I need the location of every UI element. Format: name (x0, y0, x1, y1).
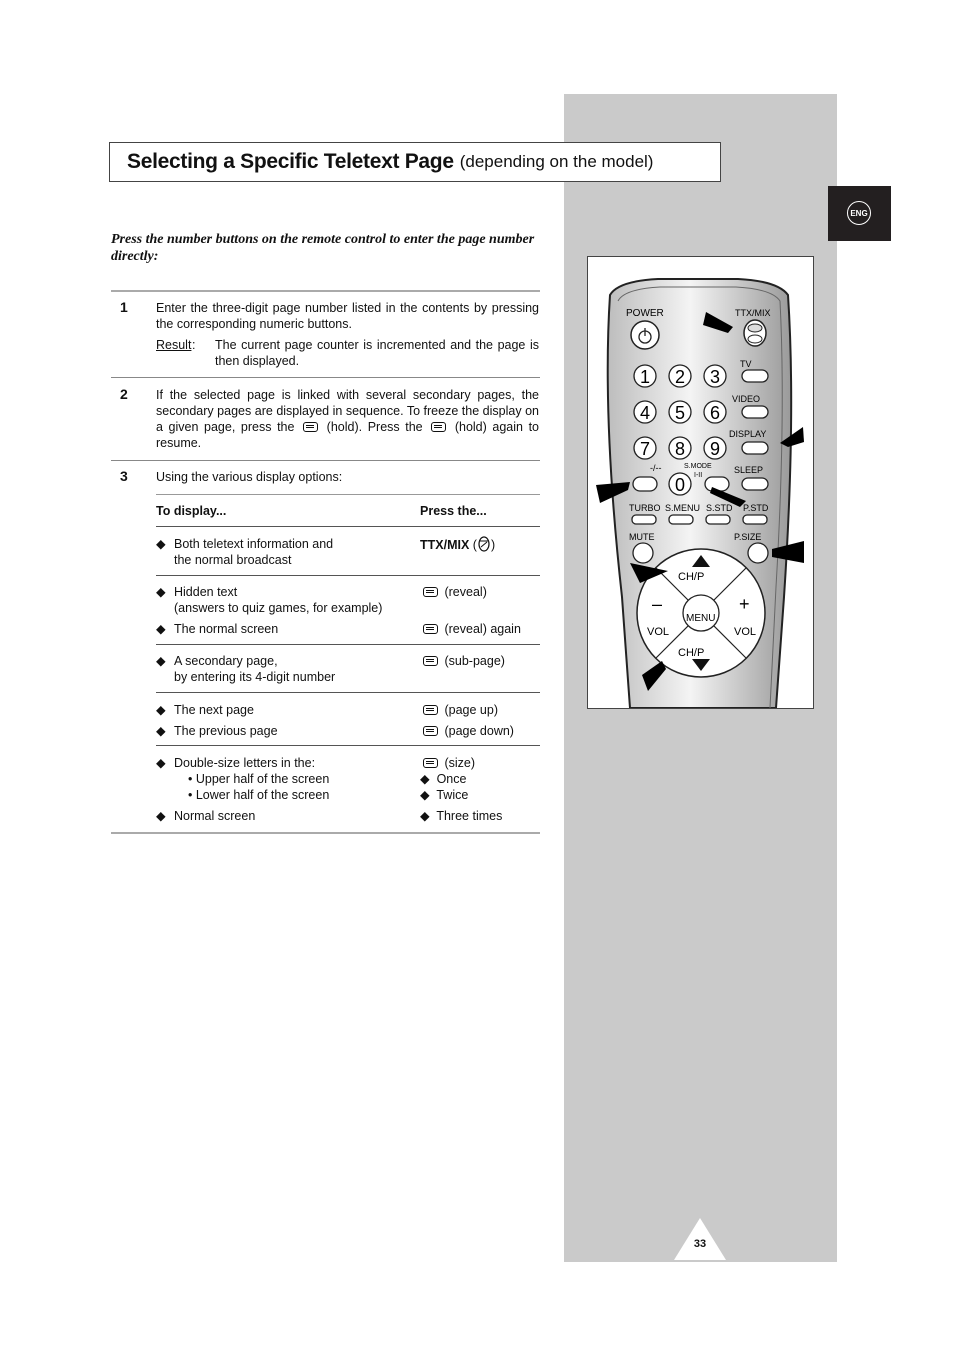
digit-button[interactable] (669, 473, 691, 495)
table-row-4b-item: The previous page (174, 724, 278, 738)
rule-row-1 (156, 575, 540, 576)
tv-button[interactable] (742, 370, 768, 382)
table-row-4-key: (page up) (420, 702, 498, 718)
table-row-5-key-3: ◆ Three times (420, 809, 503, 823)
rule-step-1 (111, 377, 540, 378)
diamond-bullet: ◆ (156, 724, 166, 738)
digit-4-label: 4 (639, 403, 651, 423)
diamond-bullet: ◆ (156, 537, 166, 551)
page-title: Selecting a Specific Teletext Page (127, 150, 454, 173)
table-row-5-sub-2: • Lower half of the screen (188, 788, 330, 802)
digit-button[interactable] (634, 365, 656, 387)
digit-button[interactable] (669, 401, 691, 423)
digit-button[interactable] (634, 401, 656, 423)
table-row-4b-key: (page down) (420, 723, 514, 739)
page-number: 33 (693, 1238, 707, 1250)
table-row-2b-item: The normal screen (174, 622, 279, 636)
step-3-number: 3 (120, 468, 128, 484)
ttx-mix-icon (478, 536, 490, 552)
diamond-bullet: ◆ (156, 654, 166, 668)
smode-label: S.MODE (684, 463, 712, 470)
step-1-text: Enter the three-digit page number listed in the contents by pressing the corresponding numeric buttons. (156, 301, 539, 331)
page-down-icon (423, 726, 438, 736)
sleep-button[interactable] (742, 478, 768, 490)
vol-right-label: VOL (734, 626, 757, 638)
ttx-label: TTX/MIX (735, 308, 771, 318)
intro-text: Press the number buttons on the remote control to enter the page number directly: (111, 232, 535, 264)
digit-2-label: 2 (674, 367, 686, 387)
digit-5-label: 5 (674, 403, 686, 423)
tv-label: TV (740, 359, 752, 369)
digit-button[interactable] (669, 365, 691, 387)
step-2-text: If the selected page is linked with several secondary pages, the secondary pages are displayed in sequence. To freeze the display on a given page, press the (hold). Press the (hold) again to resume. (156, 388, 540, 450)
i-ii-label: I-II (694, 472, 703, 479)
power-button[interactable] (631, 321, 659, 349)
pstd-label: P.STD (743, 503, 769, 513)
table-header-display: To display... (156, 504, 227, 518)
dash-button[interactable] (633, 477, 657, 491)
rule-row-2 (156, 644, 540, 645)
navigation-pad[interactable] (637, 549, 765, 677)
digit-3-label: 3 (709, 367, 721, 387)
psize-button[interactable] (748, 543, 768, 563)
step-1-result-text: The current page counter is incremented and the page is then displayed. (215, 338, 539, 368)
turbo-label: TURBO (629, 503, 661, 513)
table-row-5-key-2: ◆ Twice (420, 788, 469, 802)
step-1-result-colon: : (192, 338, 196, 352)
hold-icon (303, 422, 318, 432)
page-title-box (109, 142, 721, 182)
table-row-2-item: Hidden text (answers to quiz games, for example) (174, 585, 383, 615)
language-badge-label: ENG (847, 201, 871, 225)
vol-left-label: VOL (647, 626, 670, 638)
dash-label: -/-- (650, 463, 662, 473)
chp-up-label: CH/P (678, 571, 705, 583)
table-row-1-item: Both teletext information and the normal broadcast (174, 537, 334, 567)
digit-1-label: 1 (639, 367, 651, 387)
digit-button[interactable] (704, 365, 726, 387)
sstd-label: S.STD (706, 503, 733, 513)
step-3-text: Using the various display options: (156, 470, 343, 484)
hold-icon (431, 422, 446, 432)
video-label: VIDEO (732, 394, 761, 404)
menu-label: MENU (686, 613, 716, 624)
diamond-bullet: ◆ (156, 703, 166, 717)
rule-table-header (156, 526, 540, 527)
table-row-4-item: The next page (174, 703, 254, 717)
smenu-button[interactable] (669, 515, 693, 524)
table-row-1-key: TTX/MIX ( ) (420, 538, 496, 552)
display-button[interactable] (742, 442, 768, 454)
display-label: DISPLAY (729, 429, 767, 439)
plus-icon: + (739, 594, 750, 614)
page-subtitle: (depending on the model) (459, 152, 654, 171)
step-1-result-label: Result (156, 338, 192, 352)
step-1-number: 1 (120, 299, 128, 315)
table-row-3-key: (sub-page) (420, 653, 505, 669)
language-badge (828, 186, 891, 241)
psize-label: P.SIZE (734, 532, 762, 542)
mute-button[interactable] (633, 543, 653, 563)
table-row-5-key-1: ◆ Once (420, 772, 467, 786)
remote-illustration (587, 256, 814, 709)
mute-label: MUTE (629, 532, 655, 542)
remote-control-drawing (588, 257, 813, 708)
digit-button[interactable] (704, 401, 726, 423)
rule-row-4 (156, 745, 540, 746)
smode-button[interactable] (705, 477, 729, 491)
table-row-5-item: Double-size letters in the: (174, 756, 316, 770)
table-row-2b-key: (reveal) again (420, 621, 521, 637)
size-icon (423, 758, 438, 768)
diamond-bullet: ◆ (156, 809, 166, 823)
rule-top (111, 290, 540, 292)
rule-row-3 (156, 692, 540, 693)
digit-button[interactable] (669, 437, 691, 459)
pstd-button[interactable] (743, 515, 767, 524)
reveal-icon (423, 624, 438, 634)
table-row-5b-item: Normal screen (174, 809, 256, 823)
diamond-bullet: ◆ (156, 622, 166, 636)
digit-9-label: 9 (709, 439, 721, 459)
rule-table-top (156, 494, 540, 495)
turbo-button[interactable] (632, 515, 656, 524)
smenu-label: S.MENU (665, 503, 701, 513)
diamond-bullet: ◆ (156, 756, 166, 770)
digit-button[interactable] (634, 437, 656, 459)
digit-0-label: 0 (674, 475, 686, 495)
sstd-button[interactable] (706, 515, 730, 524)
digit-button[interactable] (704, 437, 726, 459)
power-label: POWER (626, 308, 664, 319)
rule-bottom (111, 832, 540, 834)
sub-page-icon (423, 656, 438, 666)
ttx-mix-button[interactable] (744, 320, 766, 346)
sleep-label: SLEEP (734, 465, 764, 475)
diamond-bullet: ◆ (156, 585, 166, 599)
digit-8-label: 8 (674, 439, 686, 459)
minus-icon: – (652, 594, 663, 614)
rule-step-2 (111, 460, 540, 461)
chp-down-label: CH/P (678, 647, 705, 659)
video-button[interactable] (742, 406, 768, 418)
page-up-icon (423, 705, 438, 715)
table-row-5-key: (size) (420, 755, 475, 771)
table-row-3-item: A secondary page, by entering its 4-digit number (174, 654, 336, 684)
step-2-number: 2 (120, 386, 128, 402)
table-header-press: Press the... (420, 504, 487, 518)
digit-6-label: 6 (709, 403, 721, 423)
table-row-5-sub-1: • Upper half of the screen (188, 772, 330, 786)
digit-7-label: 7 (639, 439, 651, 459)
reveal-icon (423, 587, 438, 597)
table-row-2-key: (reveal) (420, 584, 487, 600)
